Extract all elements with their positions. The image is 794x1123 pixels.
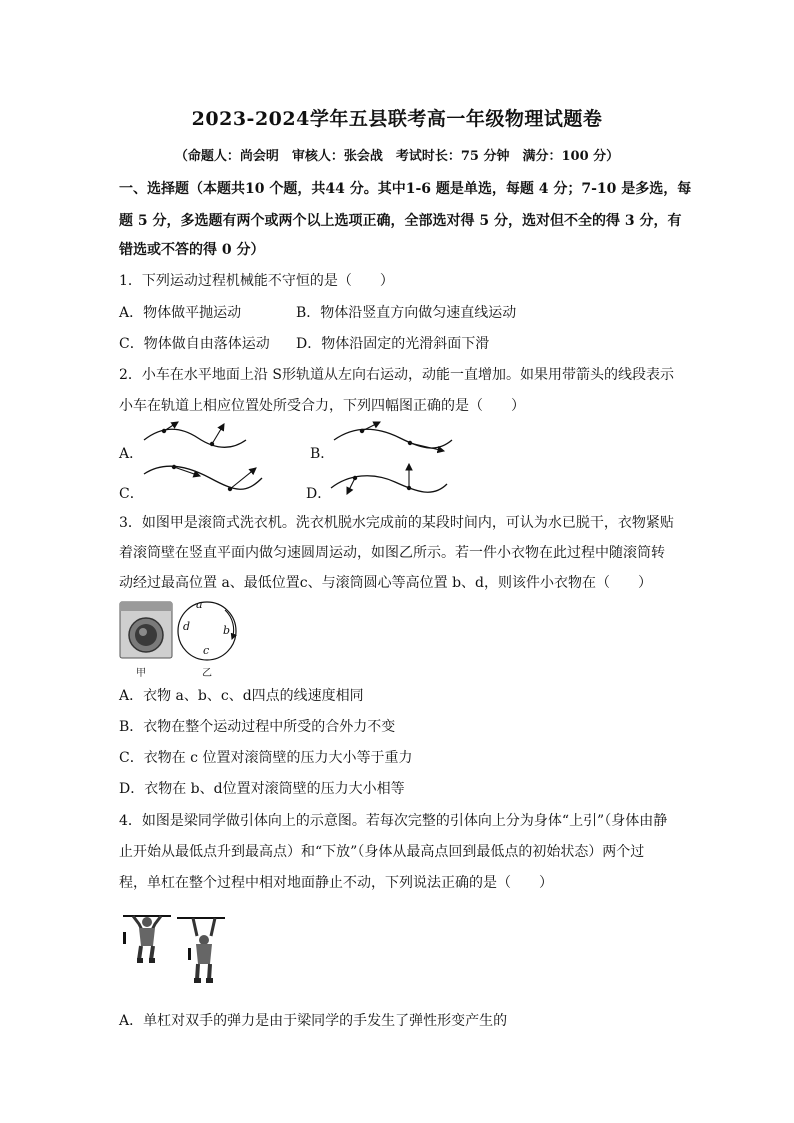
q3-option-d: D．衣物在 b、d位置对滚筒壁的压力大小相等 [119,781,405,797]
section-heading-line-1: 一、选择题（本题共10 个题，共44 分。其中1-6 题是单选，每题 4 分；7-10 是多选，每 [119,181,692,197]
q2-figure-b-label: B． [310,446,335,462]
pull-up-figure [119,910,229,992]
section-heading-line-3: 错选或不答的得 0 分） [119,242,265,258]
q3-stem-line-3: 动经过最高位置 a、最低位置c、与滚筒圆心等高位置 b、d，则该件小衣物在（ ） [119,575,653,591]
drum-point-a-label: a [196,598,203,611]
q4-stem-line-1: 4．如图是梁同学做引体向上的示意图。若每次完整的引体向上分为身体“上引”（身体由静 [119,813,668,829]
q1-option-d: D．物体沿固定的光滑斜面下滑 [296,336,490,352]
q3-option-a: A．衣物 a、b、c、d四点的线速度相同 [119,688,364,704]
q1-stem: 1．下列运动过程机械能不守恒的是（ ） [119,273,394,289]
drum-point-c-label: c [203,644,210,657]
q1-option-c: C．物体做自由落体运动 [119,336,270,352]
figure-jia-caption: 甲 [136,668,146,679]
arrow-up-marker-2 [188,948,191,960]
q2-figure-c-label: C． [119,486,144,502]
q3-stem-line-1: 3．如图甲是滚筒式洗衣机。洗衣机脱水完成前的某段时间内，可认为水已脱干，衣物紧贴 [119,515,674,531]
q2-figure-d [325,458,450,502]
q3-stem-line-2: 着滚筒壁在竖直平面内做匀速圆周运动，如图乙所示。若一件小衣物在此过程中随滚筒转 [119,545,665,561]
section-heading-line-2: 题 5 分，多选题有两个或两个以上选项正确，全部选对得 5 分，选对但不全的得 3 分，有 [119,213,682,229]
arrow-up-marker-1 [123,932,126,944]
q1-option-b: B．物体沿竖直方向做匀速直线运动 [296,305,517,321]
drum-point-d-label: d [183,620,191,633]
washing-machine-figure [119,600,173,660]
q2-figure-d-label: D． [306,486,332,502]
exam-title: 2023-2024学年五县联考高一年级物理试题卷 [191,108,603,130]
q3-option-b: B．衣物在整个运动过程中所受的合外力不变 [119,719,396,735]
q4-stem-line-3: 程，单杠在整个过程中相对地面静止不动，下列说法正确的是（ ） [119,875,553,891]
q2-figure-a [140,418,250,458]
q2-figure-b [330,420,455,460]
q2-figure-a-label: A． [119,446,144,462]
q4-option-a: A．单杠对双手的弹力是由于梁同学的手发生了弹性形变产生的 [119,1013,508,1029]
exam-subtitle: （命题人：尚会明 审核人：张会战 考试时长：75 分钟 满分：100 分） [174,149,620,164]
q2-figure-c [140,460,265,500]
q2-stem-line-2: 小车在轨道上相应位置处所受合力，下列四幅图正确的是（ ） [119,398,525,414]
q2-stem-line-1: 2．小车在水平地面上沿 S形轨道从左向右运动，动能一直增加。如果用带箭头的线段表示 [119,367,674,383]
drum-point-b-label: b [223,624,231,637]
q3-option-c: C．衣物在 c 位置对滚筒壁的压力大小等于重力 [119,750,413,766]
figure-yi-caption: 乙 [202,668,212,679]
q1-option-a: A．物体做平抛运动 [119,305,242,321]
q4-stem-line-2: 止开始从最低点升到最高点）和“下放”（身体从最高点回到最低点的初始状态）两个过 [119,844,645,860]
